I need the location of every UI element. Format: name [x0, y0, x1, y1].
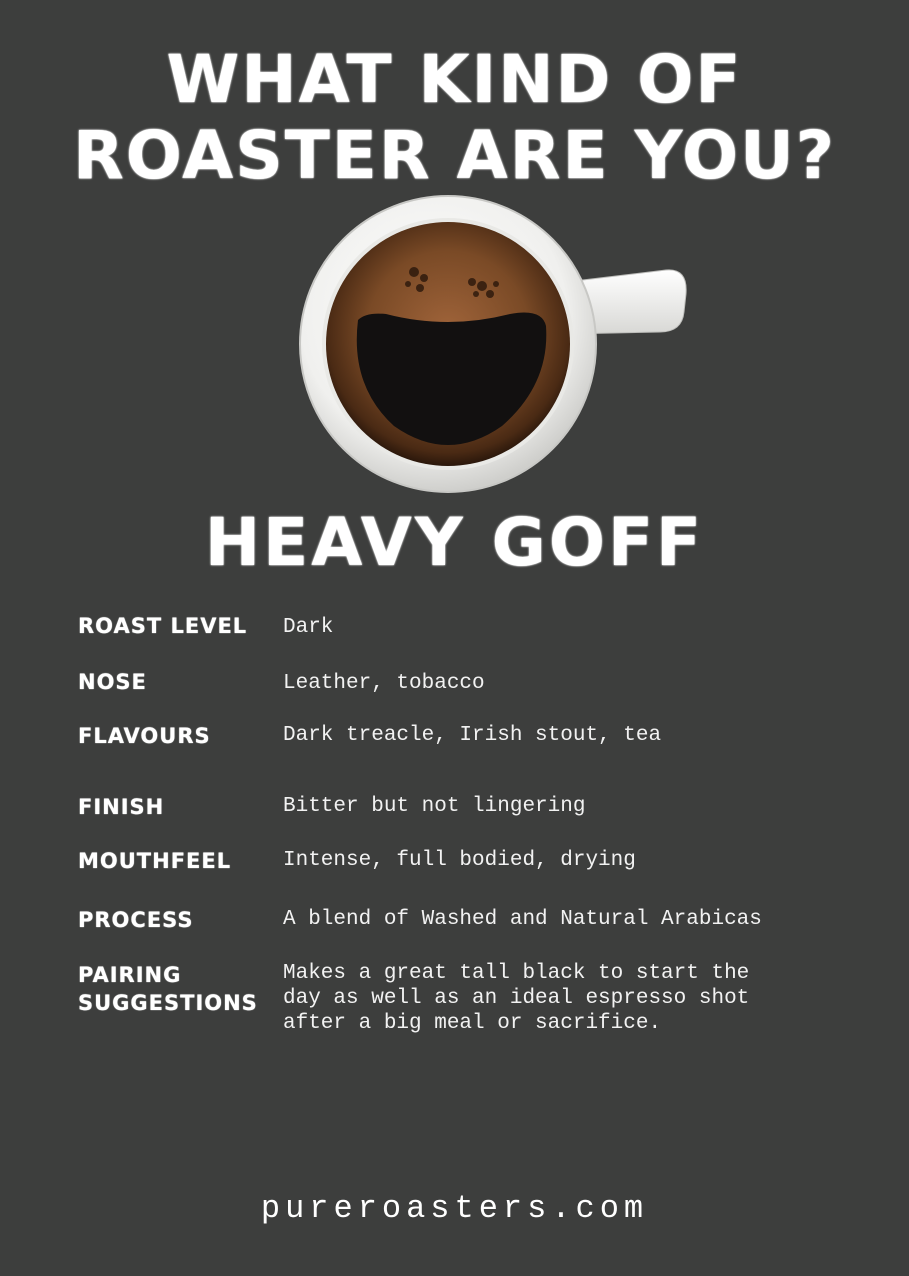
roaster-result-name: HEAVY GOFF — [204, 504, 705, 581]
spec-label — [78, 961, 278, 1017]
smiling-coffee-cup-icon — [296, 194, 688, 498]
spec-value: Leather, tobacco — [283, 672, 485, 695]
spec-label: PROCESS — [78, 908, 194, 932]
spec-label-line: PAIRING — [78, 963, 182, 987]
spec-label-line: SUGGESTIONS — [78, 991, 258, 1015]
page-title — [0, 42, 909, 194]
spec-value-line: Makes a great tall black to start the — [283, 962, 750, 985]
spec-value: Bitter but not lingering — [283, 795, 586, 818]
spec-value: Dark treacle, Irish stout, tea — [283, 724, 662, 747]
spec-label: MOUTHFEEL — [78, 849, 232, 873]
spec-value — [283, 961, 823, 1036]
spec-label: FLAVOURS — [78, 724, 211, 748]
spec-value: Intense, full bodied, drying — [283, 849, 636, 872]
spec-value-line: day as well as an ideal espresso shot — [283, 987, 750, 1010]
spec-label: FINISH — [78, 795, 165, 819]
coffee-cup-image — [296, 194, 688, 498]
spec-value-line: after a big meal or sacrifice. — [283, 1012, 662, 1035]
website-link[interactable]: pureroasters.com — [260, 1190, 649, 1227]
title-line-2: ROASTER ARE YOU? — [72, 117, 837, 194]
spec-value: Dark — [283, 616, 334, 639]
title-line-1: WHAT KIND OF — [166, 41, 743, 118]
spec-label: ROAST LEVEL — [78, 614, 248, 638]
spec-label: NOSE — [78, 670, 147, 694]
spec-value: A blend of Washed and Natural Arabicas — [283, 908, 762, 931]
